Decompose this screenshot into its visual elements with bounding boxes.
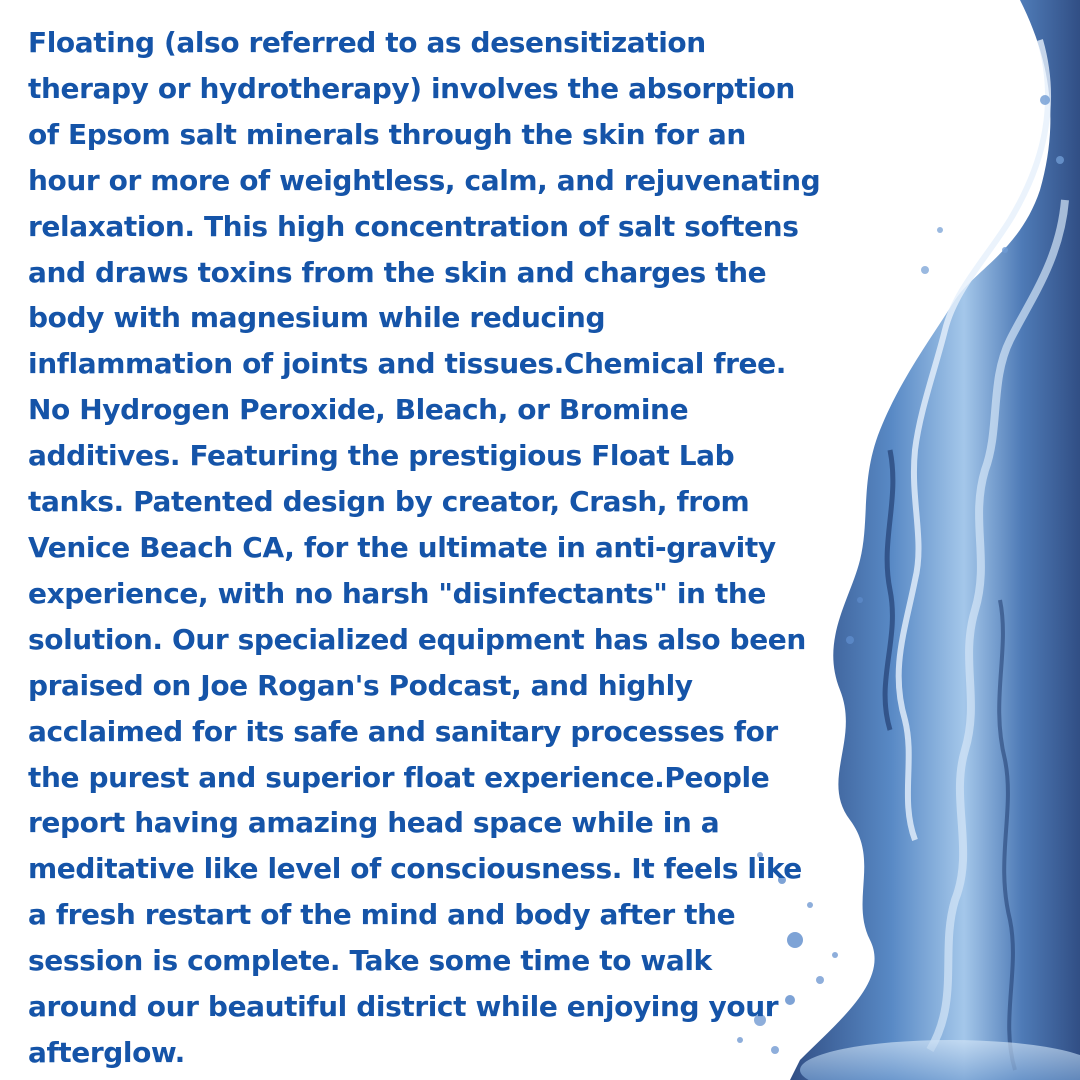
body-line: session is complete. Take some time to walk — [28, 944, 712, 978]
body-line: additives. Featuring the prestigious Float Lab — [28, 439, 735, 473]
body-line: of Epsom salt minerals through the skin for an — [28, 117, 746, 151]
body-line: Venice Beach CA, for the ultimate in anti-gravity — [28, 530, 776, 564]
body-line: praised on Joe Rogan's Podcast, and highly — [28, 668, 693, 702]
body-line: relaxation. This high concentration of salt softens — [28, 209, 799, 243]
body-line: around our beautiful district while enjoying your — [28, 990, 779, 1024]
body-line: a fresh restart of the mind and body after the — [28, 898, 736, 932]
body-text — [28, 20, 868, 1076]
body-line: inflammation of joints and tissues.Chemical free. — [28, 347, 786, 381]
body-line: tanks. Patented design by creator, Crash, from — [28, 485, 750, 519]
body-line: meditative like level of consciousness. It feels like — [28, 852, 802, 886]
body-line: Floating (also referred to as desensitization — [28, 26, 706, 59]
body-line: No Hydrogen Peroxide, Bleach, or Bromine — [28, 393, 689, 427]
body-line: experience, with no harsh "disinfectants" in the — [28, 576, 767, 610]
body-line: report having amazing head space while in a — [28, 806, 720, 840]
body-line: and draws toxins from the skin and charges the — [28, 255, 767, 289]
body-line: acclaimed for its safe and sanitary processes for — [28, 714, 778, 748]
body-line: body with magnesium while reducing — [28, 301, 606, 335]
body-line: solution. Our specialized equipment has also been — [28, 622, 806, 656]
body-line: afterglow. — [28, 1035, 185, 1069]
body-line: hour or more of weightless, calm, and rejuvenating — [28, 163, 821, 197]
body-line: therapy or hydrotherapy) involves the absorption — [28, 71, 795, 105]
body-line: the purest and superior float experience.People — [28, 760, 770, 794]
